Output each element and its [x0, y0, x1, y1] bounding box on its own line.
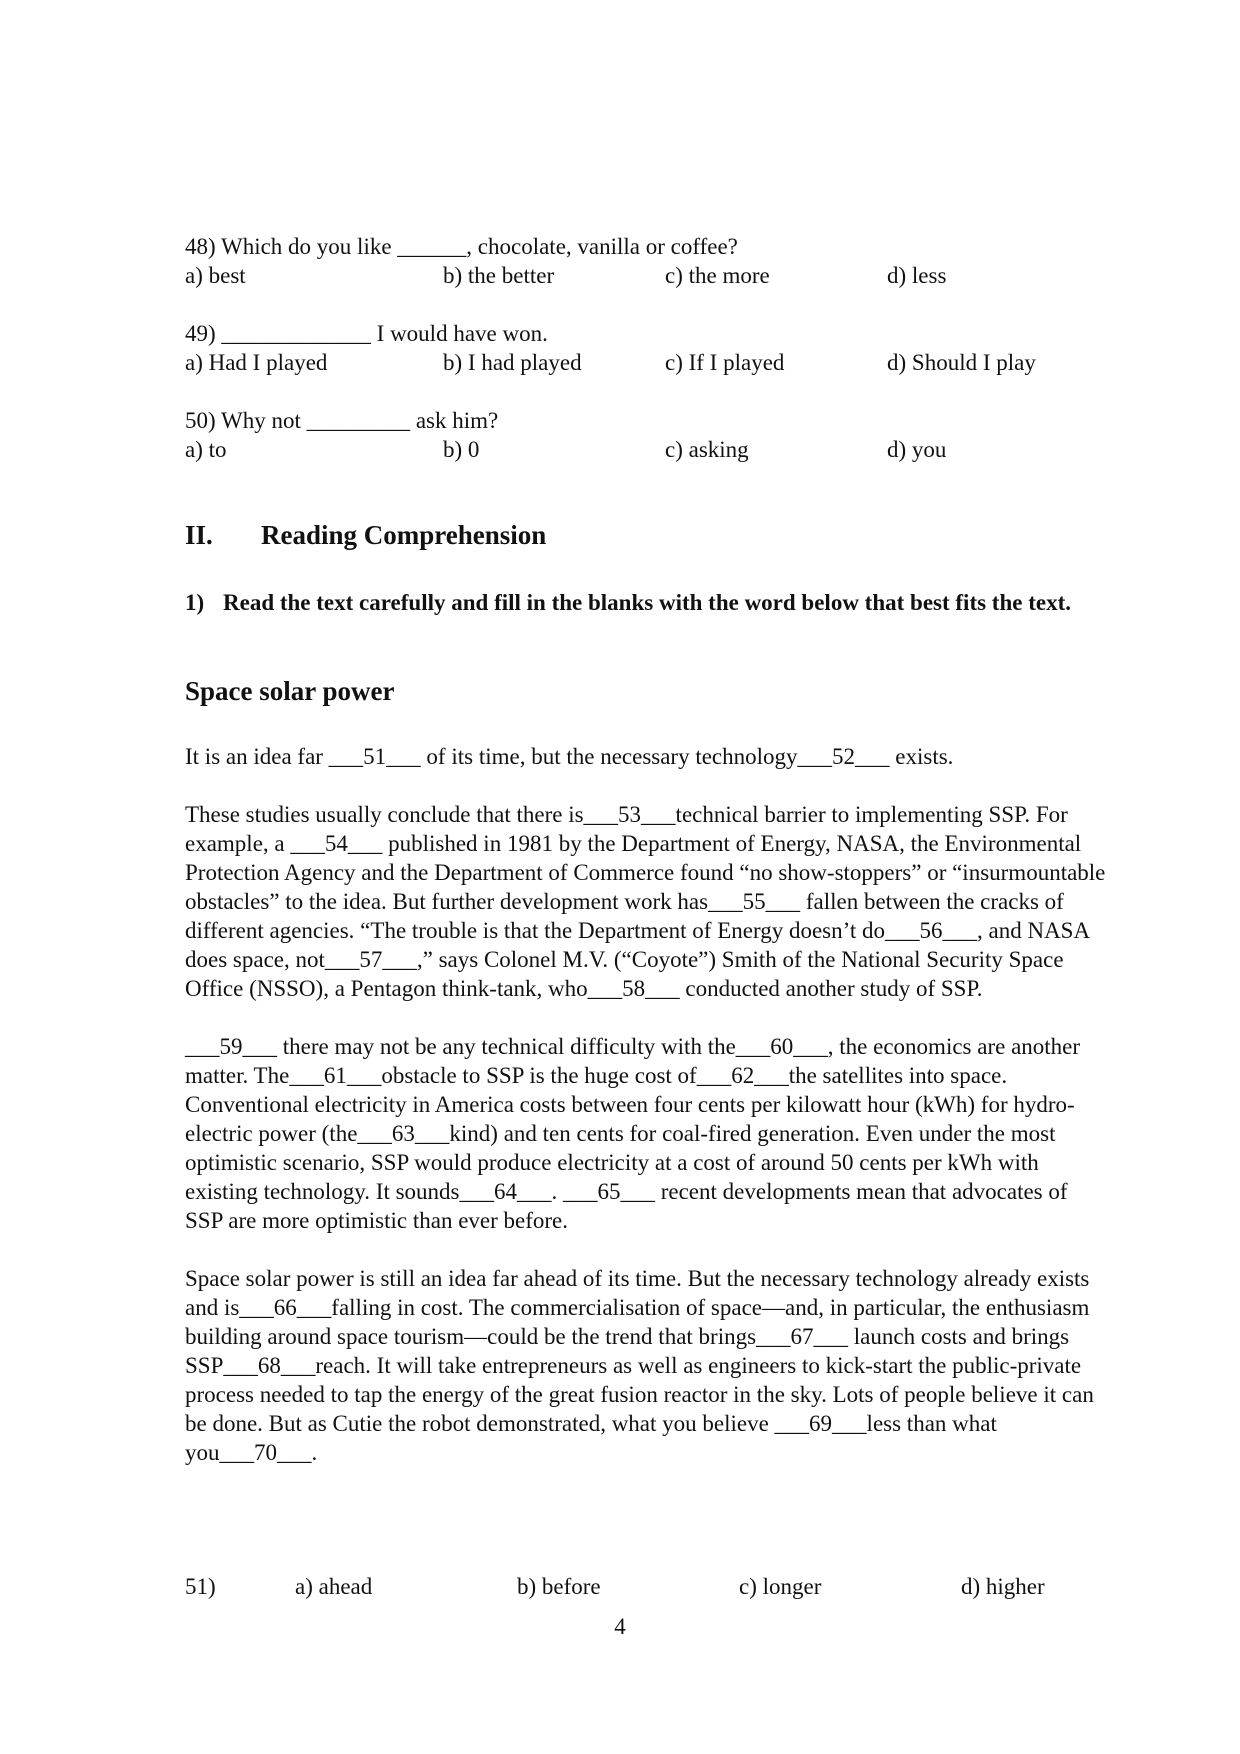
option-b: b) I had played [443, 350, 582, 375]
section-title: Reading Comprehension [261, 520, 547, 550]
option-b: b) before [517, 1574, 601, 1599]
instruction-number: 1) [185, 590, 205, 615]
option-c: c) asking [665, 437, 749, 462]
answer-number: 51) [185, 1574, 216, 1599]
instruction-text: Read the text carefully and fill in the blanks with the word below that best fits the text. [223, 590, 1071, 615]
option-b: b) the better [443, 263, 555, 288]
paragraph-2: These studies usually conclude that there is___53___technical barrier to implementing SSP. For example, a ___54___ published in 1981 by the Department of Energy, NASA, the Environmental Protection Agency and the Department of Commerce found “no show-stoppers” or “insurmountable obstacles” to the idea. But further development work has___55___ fallen between the cracks of different agencies. “The trouble is that the Department of Energy doesn’t do___56___, and NASA does space, not___57___,” says Colonel M.V. (“Coyote”) Smith of the National Security Space Office (NSSO), a Pentagon think-tank, who___58___ conducted another study of SSP. [185, 802, 1106, 1001]
passage-title: Space solar power [185, 676, 395, 706]
option-d: d) less [887, 263, 947, 288]
paragraph-1: It is an idea far ___51___ of its time, but the necessary technology___52___ exists. [185, 744, 954, 769]
paragraph-4: Space solar power is still an idea far ahead of its time. But the necessary technology already exists and is___66___falling in cost. The commercialisation of space—and, in particular, the enthusiasm building around space tourism—could be the trend that brings___67___ launch costs and brings SSP___68___reach. It will take entrepreneurs as well as engineers to kick-start the public-private process needed to tap the energy of the great fusion reactor in the sky. Lots of people believe it can be done. But as Cutie the robot demonstrated, what you believe ___69___less than what you___70___. [185, 1266, 1094, 1465]
answer-row-51 [185, 1574, 1045, 1600]
page-number: 4 [614, 1614, 626, 1639]
section-number: II. [185, 520, 213, 550]
question-48: 48) Which do you like ______, chocolate, vanilla or coffee? [185, 234, 738, 259]
question-48-options [185, 261, 1095, 290]
option-a: a) ahead [295, 1574, 373, 1599]
option-c: c) the more [665, 263, 770, 288]
questions-block [185, 232, 1095, 464]
option-c: c) If I played [665, 350, 785, 375]
option-d: d) Should I play [887, 350, 1036, 375]
option-a: a) to [185, 437, 227, 462]
paragraph-3: ___59___ there may not be any technical difficulty with the___60___, the economics are another matter. The___61___obstacle to SSP is the huge cost of___62___the satellites into space. Conventional electricity in America costs between four cents per kilowatt hour (kWh) for hydro-electric power (the___63___kind) and ten cents for coal-fired generation. Even under the most optimistic scenario, SSP would produce electricity at a cost of around 50 cents per kWh with existing technology. It sounds___64___. ___65___ recent developments mean that advocates of SSP are more optimistic than ever before. [185, 1034, 1081, 1233]
instruction [185, 588, 1100, 617]
option-d: d) higher [961, 1574, 1045, 1599]
question-49-options [185, 348, 1095, 377]
question-50: 50) Why not _________ ask him? [185, 408, 499, 433]
option-c: c) longer [739, 1574, 822, 1599]
question-50-options [185, 435, 1095, 464]
question-49: 49) _____________ I would have won. [185, 321, 548, 346]
option-b: b) 0 [443, 437, 480, 462]
option-a: a) best [185, 263, 246, 288]
option-d: d) you [887, 437, 947, 462]
option-a: a) Had I played [185, 350, 328, 375]
section-heading [185, 520, 546, 551]
passage [185, 742, 1110, 1496]
